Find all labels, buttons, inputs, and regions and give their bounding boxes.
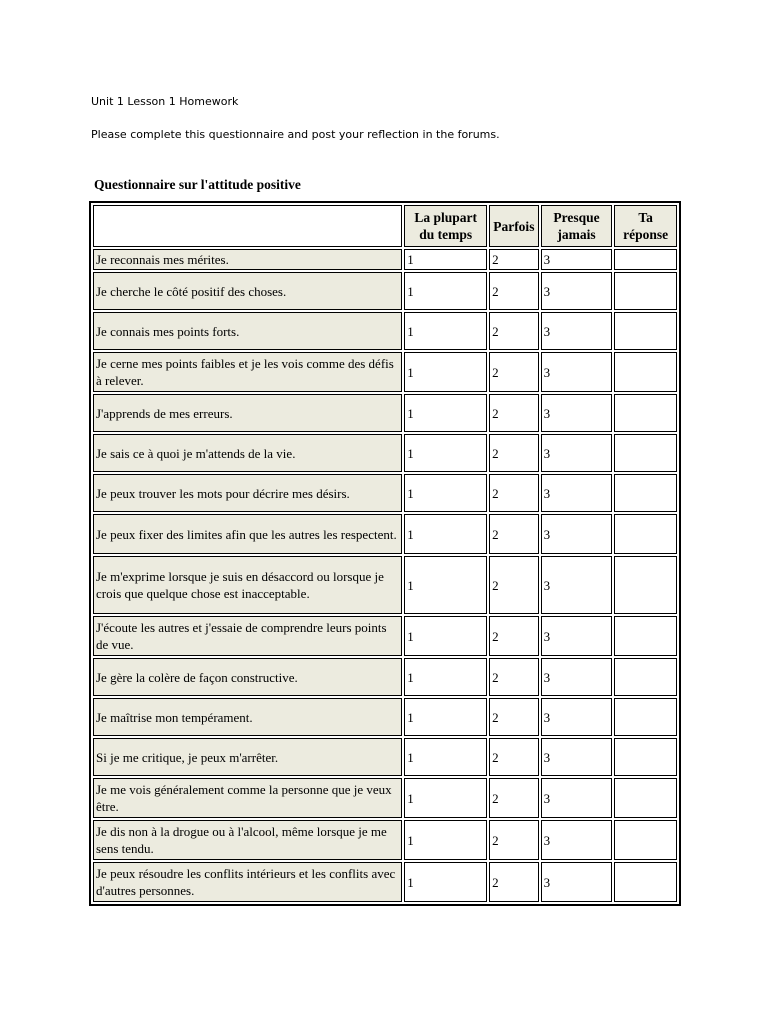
statement-cell: Je peux fixer des limites afin que les autres les respectent. [93,514,402,554]
table-row [93,556,677,614]
score-sometimes-cell: 2 [489,778,539,818]
score-almost-never-cell: 3 [541,862,613,902]
your-answer-cell[interactable] [614,394,677,432]
score-almost-never-cell: 3 [541,312,613,350]
score-sometimes-cell: 2 [489,249,539,270]
statement-cell: Je cerne mes points faibles et je les vois comme des défis à relever. [93,352,402,392]
score-almost-never-cell: 3 [541,658,613,696]
statement-cell: Je peux résoudre les conflits intérieurs et les conflits avec d'autres personnes. [93,862,402,902]
table-row [93,698,677,736]
score-sometimes-cell: 2 [489,862,539,902]
your-answer-cell[interactable] [614,778,677,818]
table-row [93,434,677,472]
score-most-of-the-time-cell: 1 [404,434,487,472]
your-answer-cell[interactable] [614,862,677,902]
score-most-of-the-time-cell: 1 [404,474,487,512]
score-almost-never-cell: 3 [541,698,613,736]
your-answer-cell[interactable] [614,312,677,350]
score-most-of-the-time-cell: 1 [404,658,487,696]
table-row [93,658,677,696]
your-answer-cell[interactable] [614,658,677,696]
your-answer-cell[interactable] [614,272,677,310]
statement-cell: Je connais mes points forts. [93,312,402,350]
score-sometimes-cell: 2 [489,272,539,310]
table-row [93,514,677,554]
score-almost-never-cell: 3 [541,352,613,392]
document-title: Unit 1 Lesson 1 Homework [91,95,239,108]
score-almost-never-cell: 3 [541,474,613,512]
document-instructions: Please complete this questionnaire and post your reflection in the forums. [91,128,500,141]
statement-cell: Je me vois généralement comme la personne que je veux être. [93,778,402,818]
score-sometimes-cell: 2 [489,738,539,776]
score-almost-never-cell: 3 [541,514,613,554]
header-row [93,205,677,247]
score-most-of-the-time-cell: 1 [404,698,487,736]
score-most-of-the-time-cell: 1 [404,514,487,554]
score-sometimes-cell: 2 [489,312,539,350]
score-most-of-the-time-cell: 1 [404,820,487,860]
statement-cell: J'écoute les autres et j'essaie de comprendre leurs points de vue. [93,616,402,656]
score-sometimes-cell: 2 [489,820,539,860]
statement-cell: Je m'exprime lorsque je suis en désaccord ou lorsque je crois que quelque chose est inacceptable. [93,556,402,614]
statement-cell: Je sais ce à quoi je m'attends de la vie. [93,434,402,472]
score-most-of-the-time-cell: 1 [404,352,487,392]
header-sometimes: Parfois [489,205,539,247]
statement-cell: Je gère la colère de façon constructive. [93,658,402,696]
score-sometimes-cell: 2 [489,434,539,472]
score-almost-never-cell: 3 [541,738,613,776]
score-sometimes-cell: 2 [489,658,539,696]
statement-cell: Je peux trouver les mots pour décrire mes désirs. [93,474,402,512]
questionnaire-caption: Questionnaire sur l'attitude positive [94,177,301,192]
your-answer-cell[interactable] [614,514,677,554]
table-row [93,820,677,860]
your-answer-cell[interactable] [614,616,677,656]
score-most-of-the-time-cell: 1 [404,862,487,902]
your-answer-cell[interactable] [614,474,677,512]
header-most-of-the-time: La plupart du temps [404,205,487,247]
score-most-of-the-time-cell: 1 [404,312,487,350]
score-sometimes-cell: 2 [489,352,539,392]
header-your-answer: Ta réponse [614,205,677,247]
score-almost-never-cell: 3 [541,394,613,432]
score-sometimes-cell: 2 [489,698,539,736]
your-answer-cell[interactable] [614,820,677,860]
table-row [93,312,677,350]
score-most-of-the-time-cell: 1 [404,272,487,310]
your-answer-cell[interactable] [614,352,677,392]
your-answer-cell[interactable] [614,249,677,270]
statement-cell: Je cherche le côté positif des choses. [93,272,402,310]
score-most-of-the-time-cell: 1 [404,249,487,270]
your-answer-cell[interactable] [614,738,677,776]
questionnaire-table [89,201,681,906]
table-row [93,862,677,902]
questionnaire-body [93,249,677,902]
your-answer-cell[interactable] [614,434,677,472]
statement-cell: Je reconnais mes mérites. [93,249,402,270]
score-most-of-the-time-cell: 1 [404,778,487,818]
score-almost-never-cell: 3 [541,249,613,270]
header-statement [93,205,402,247]
table-row [93,474,677,512]
score-almost-never-cell: 3 [541,616,613,656]
score-sometimes-cell: 2 [489,514,539,554]
your-answer-cell[interactable] [614,698,677,736]
score-almost-never-cell: 3 [541,434,613,472]
table-row [93,394,677,432]
header-almost-never: Presque jamais [541,205,613,247]
score-sometimes-cell: 2 [489,616,539,656]
table-row [93,778,677,818]
statement-cell: Si je me critique, je peux m'arrêter. [93,738,402,776]
score-most-of-the-time-cell: 1 [404,394,487,432]
score-almost-never-cell: 3 [541,820,613,860]
score-almost-never-cell: 3 [541,556,613,614]
table-row [93,272,677,310]
table-row [93,738,677,776]
your-answer-cell[interactable] [614,556,677,614]
score-almost-never-cell: 3 [541,778,613,818]
table-row [93,249,677,270]
score-most-of-the-time-cell: 1 [404,556,487,614]
score-almost-never-cell: 3 [541,272,613,310]
statement-cell: Je dis non à la drogue ou à l'alcool, même lorsque je me sens tendu. [93,820,402,860]
score-sometimes-cell: 2 [489,394,539,432]
table-row [93,352,677,392]
score-most-of-the-time-cell: 1 [404,738,487,776]
score-sometimes-cell: 2 [489,474,539,512]
score-sometimes-cell: 2 [489,556,539,614]
table-row [93,616,677,656]
statement-cell: Je maîtrise mon tempérament. [93,698,402,736]
statement-cell: J'apprends de mes erreurs. [93,394,402,432]
score-most-of-the-time-cell: 1 [404,616,487,656]
